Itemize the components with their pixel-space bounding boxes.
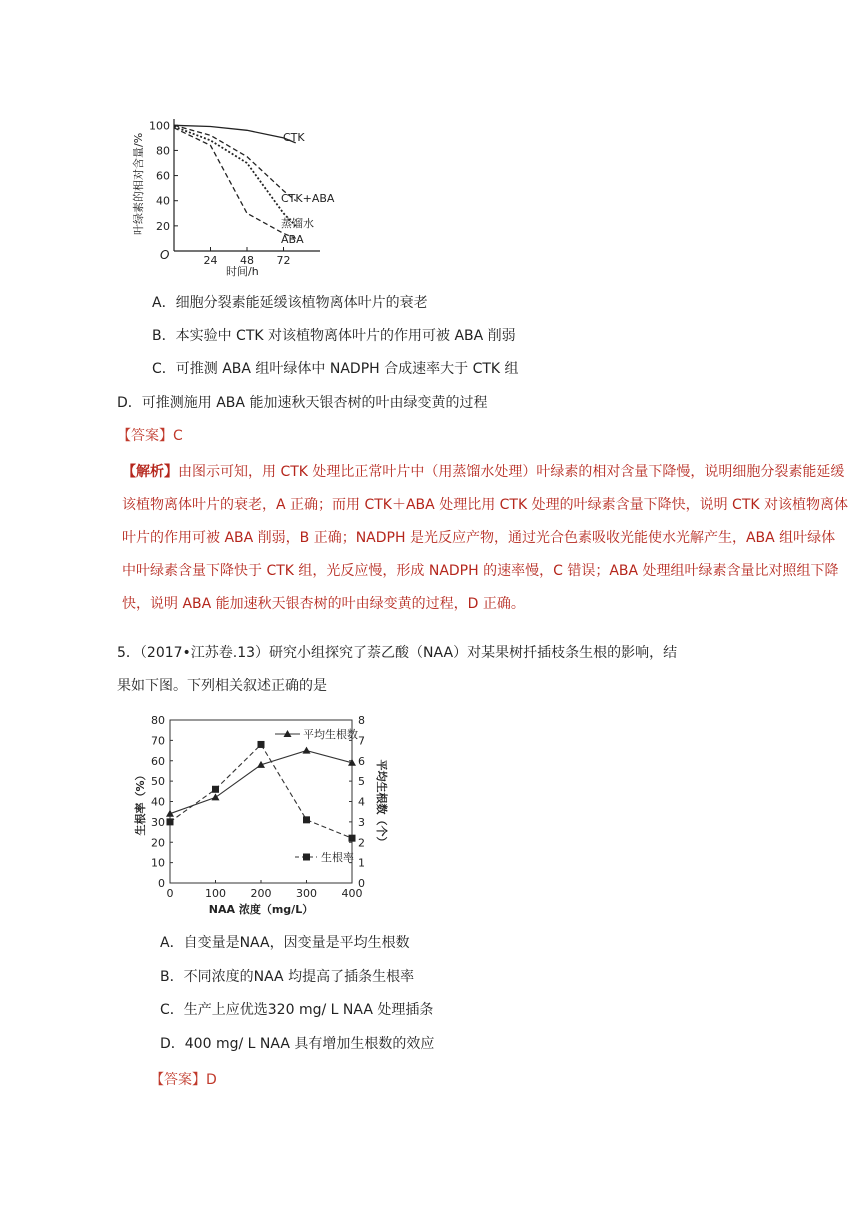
chart2-xtick-label: 0	[166, 887, 174, 900]
q4-answer-label: 【答案】	[117, 428, 173, 444]
chart1-xtick-label: 24	[203, 254, 218, 267]
chart2-point-square	[212, 786, 219, 793]
chart1-xlabel: 时间/h	[226, 265, 259, 278]
chart2-y2tick-label: 6	[358, 754, 365, 768]
chart1-series-line	[174, 125, 296, 143]
chart2-xtick-label: 100	[205, 887, 226, 900]
chart2-legend-label: 生根率	[321, 851, 354, 864]
q4-explanation-tag: 【解析】	[122, 464, 178, 480]
chart1-ylabel: 叶绿素的相对含量/%	[132, 132, 145, 235]
chart2-y2tick-label: 3	[358, 815, 365, 829]
chart1-xtick-label: 48	[240, 254, 254, 267]
chart2-y2tick-label: 7	[358, 734, 365, 748]
chart1-ytick-label: 100	[149, 119, 170, 133]
chart1-ytick-label: 20	[156, 219, 170, 233]
q5-option-a: A．自变量是NAA，因变量是平均生根数	[160, 935, 410, 951]
chart1-series-line	[174, 127, 296, 226]
chart2-xtick-label: 300	[296, 887, 317, 900]
q4-explanation	[122, 456, 848, 621]
q5-option-d: D．400 mg/ L NAA 具有增加生根数的效应	[160, 1036, 435, 1052]
chart2-ytick-label: 60	[151, 754, 165, 768]
chart2-y2tick-label: 4	[358, 795, 365, 809]
chart1-label-ctk-aba: CTK+ABA	[281, 192, 335, 205]
chart2-ytick-label: 50	[151, 775, 165, 789]
chlorophyll-chart	[130, 105, 360, 280]
chart2-ytick-label: 0	[158, 877, 165, 890]
chart1-origin: O	[160, 248, 170, 262]
chart1-label-water: 蒸馏水	[281, 217, 314, 230]
chart1-xtick-label: 72	[276, 254, 291, 267]
chart2-ytick-label: 10	[151, 856, 165, 870]
q4-option-b: B．本实验中 CTK 对该植物离体叶片的作用可被 ABA 削弱	[152, 328, 516, 344]
chart2-point-square	[167, 818, 174, 825]
chart2-xtick-label: 400	[341, 887, 363, 900]
chart2-y2tick-label: 8	[358, 714, 365, 727]
q4-answer	[117, 426, 183, 446]
chart2-legend-square	[303, 854, 310, 861]
chart2-y2tick-label: 1	[358, 856, 365, 870]
q4-explanation-text: 由图示可知，用 CTK 处理比正常叶片中（用蒸馏水处理）叶绿素的相对含量下降慢，说明细胞分裂素能延缓该植物离体叶片的衰老，A 正确；而用 CTK＋ABA 处理比用 CTK 处理的叶绿素含量下降快，说明 CTK 对该植物离体叶片的作用可被 ABA 削弱，B 正确；NADPH 是光反应产物，通过光合色素吸收光能使水光解产生，ABA 组叶绿体中叶绿素含量下降快于 CTK 组，光反应慢，形成 NADPH 的速率慢，C 错误；ABA 处理组叶绿素含量比对照组下降快，说明 ABA 能加速秋天银杏树的叶由绿变黄的过程，D 正确。	[122, 464, 849, 612]
q5-answer	[150, 1070, 217, 1090]
chart1-ytick-label: 80	[156, 144, 170, 158]
chart2-legend-label: 平均生根数	[303, 728, 358, 741]
chart1-ytick-label: 40	[156, 194, 170, 208]
chart1-ytick-label: 60	[156, 169, 170, 183]
q5-answer-label: 【答案】	[150, 1072, 206, 1088]
chart2-ytick-label: 40	[151, 795, 165, 809]
chart2-ylabel: 生根率（%）	[134, 769, 147, 836]
chart2-point-triangle	[303, 747, 311, 754]
chart2-ytick-label: 20	[151, 836, 165, 850]
chart1-label-ctk: CTK	[283, 131, 305, 144]
chart2-y2label: 平均生根数（个）	[375, 759, 388, 848]
chart2-ytick-label: 30	[151, 815, 165, 829]
q4-option-d: D．可推测施用 ABA 能加速秋天银杏树的叶由绿变黄的过程	[117, 395, 488, 411]
q5-stem-line1: 5．（2017•江苏卷.13）研究小组探究了萘乙酸（NAA）对某果树扦插枝条生根的影响，结	[117, 645, 678, 661]
chart2-point-triangle	[212, 793, 220, 800]
chart2-xtick-label: 200	[250, 887, 272, 900]
q5-option-b: B．不同浓度的NAA 均提高了插条生根率	[160, 969, 415, 985]
chart2-y2tick-label: 5	[358, 775, 365, 789]
chart2-series-line	[170, 751, 352, 814]
q4-answer-value: C	[173, 428, 183, 444]
chart2-y2tick-label: 2	[358, 836, 365, 850]
chart2-ytick-label: 70	[151, 734, 165, 748]
q4-option-a: A．细胞分裂素能延缓该植物离体叶片的衰老	[152, 295, 428, 311]
q5-option-c: C．生产上应优选320 mg/ L NAA 处理插条	[160, 1002, 434, 1018]
q5-answer-value: D	[206, 1072, 217, 1088]
chart2-point-square	[349, 835, 356, 842]
q4-option-c: C．可推测 ABA 组叶绿体中 NADPH 合成速率大于 CTK 组	[152, 361, 519, 377]
chart2-xlabel: NAA 浓度（mg/L）	[208, 903, 314, 916]
chart2-ytick-label: 80	[151, 714, 165, 727]
naa-rooting-chart	[130, 712, 420, 917]
q5-stem-line2: 果如下图。下列相关叙述正确的是	[117, 678, 327, 694]
chart2-y2tick-label: 0	[358, 877, 365, 890]
chart2-point-square	[258, 741, 265, 748]
chart2-series-line	[170, 745, 352, 839]
chart1-series-line	[174, 128, 296, 239]
chart2-point-square	[303, 816, 310, 823]
chart1-label-aba: ABA	[281, 233, 304, 246]
